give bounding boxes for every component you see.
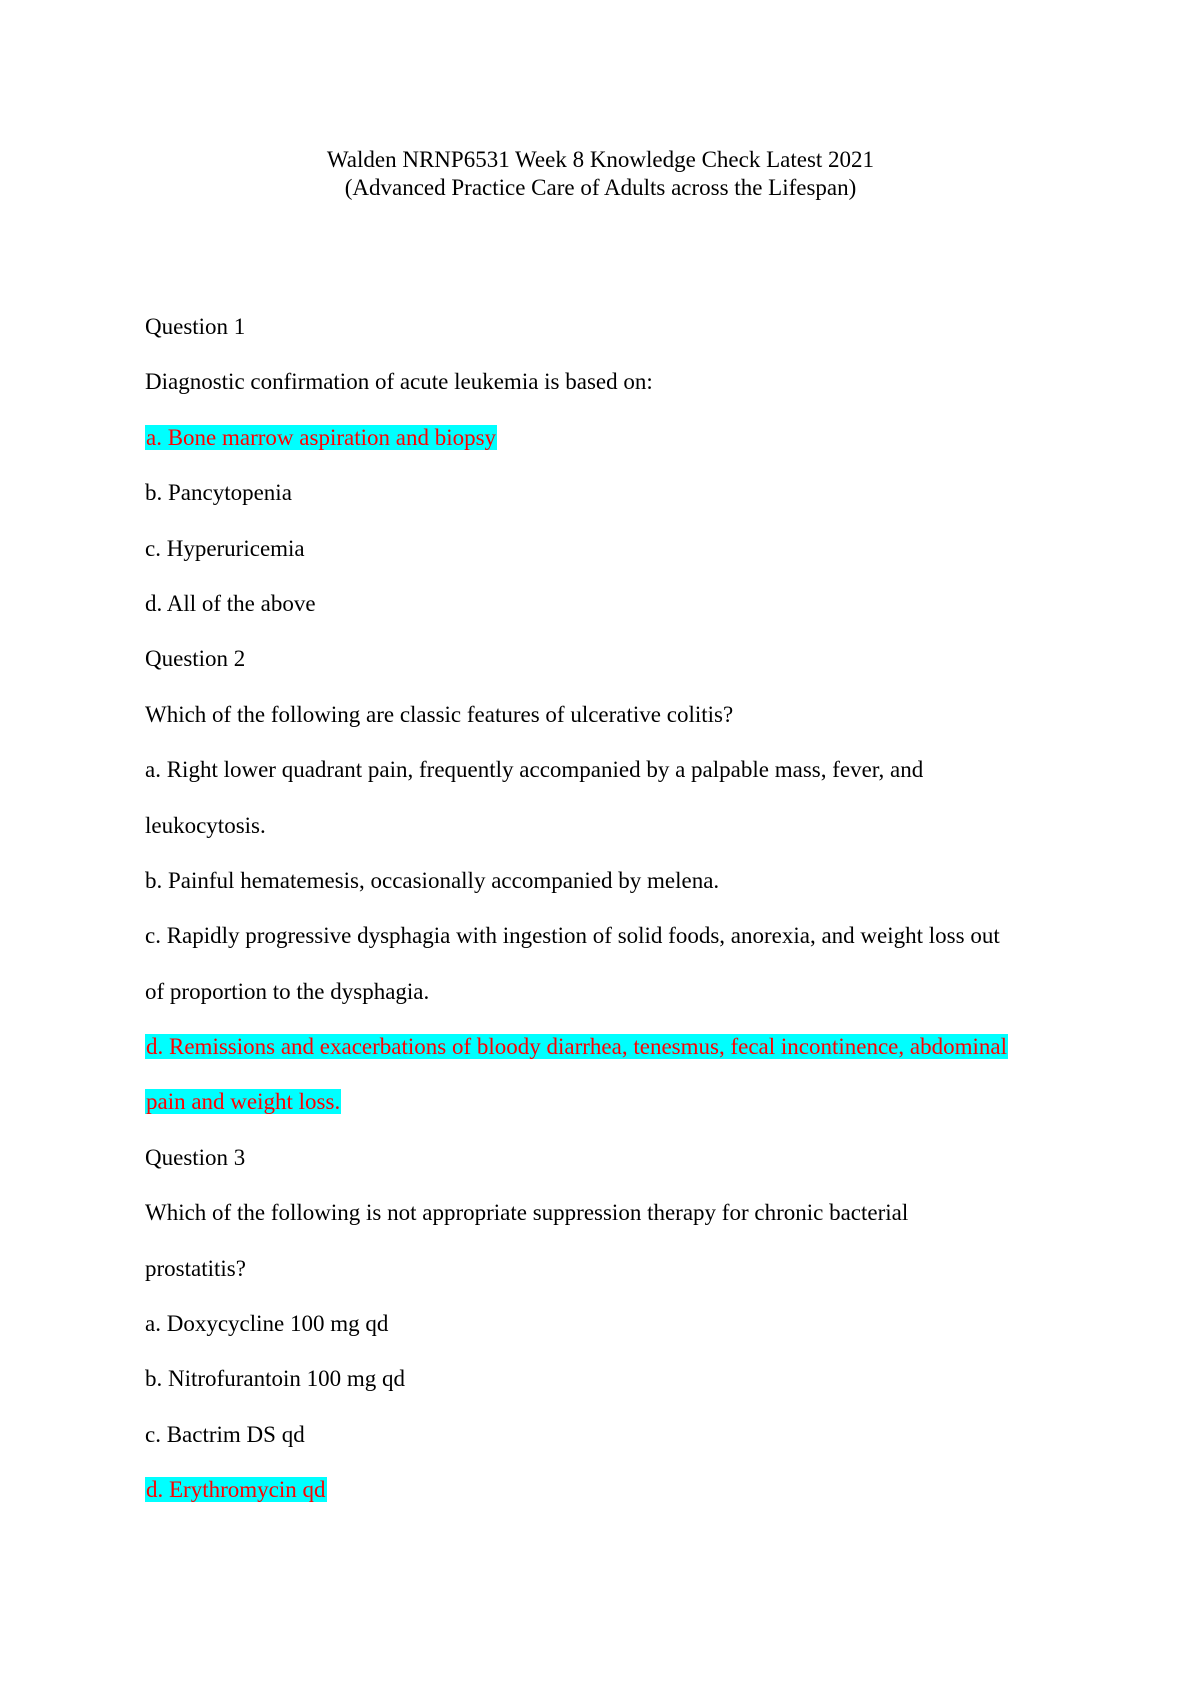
question-stem: Which of the following is not appropriate suppression therapy for chronic bacterial — [145, 1200, 909, 1226]
answer-option — [145, 478, 1065, 533]
answer-option — [145, 1420, 1065, 1475]
document-title — [0, 146, 1191, 202]
answer-option-highlighted — [145, 1087, 1065, 1142]
answer-option — [145, 1364, 1065, 1419]
title-line-1: Walden NRNP6531 Week 8 Knowledge Check Latest 2021 — [326, 147, 875, 172]
option-text: leukocytosis. — [145, 812, 266, 838]
title-line-2: (Advanced Practice Care of Adults across the Lifespan) — [344, 175, 857, 200]
answer-option — [145, 921, 1065, 976]
answer-option — [145, 534, 1065, 589]
option-text: b. Nitrofurantoin 100 mg qd — [145, 1366, 405, 1392]
option-text: a. Doxycycline 100 mg qd — [145, 1311, 389, 1337]
question-block — [145, 1143, 1065, 1531]
question-block — [145, 644, 1065, 1143]
question-stem: Diagnostic confirmation of acute leukemia is based on: — [145, 369, 653, 395]
answer-option — [145, 1309, 1065, 1364]
option-text: c. Hyperuricemia — [145, 535, 305, 561]
question-stem: prostatitis? — [145, 1255, 246, 1281]
question-label: Question 2 — [145, 646, 246, 672]
question-list — [145, 312, 1065, 1531]
option-text: c. Bactrim DS qd — [145, 1421, 305, 1447]
answer-option — [145, 589, 1065, 644]
answer-option — [145, 755, 1065, 810]
question-label: Question 3 — [145, 1144, 246, 1170]
option-text: a. Right lower quadrant pain, frequently accompanied by a palpable mass, fever, and — [145, 757, 924, 783]
answer-option-highlighted — [145, 1032, 1065, 1087]
option-text: c. Rapidly progressive dysphagia with ingestion of solid foods, anorexia, and weight loss out — [145, 923, 1000, 949]
option-text: d. Remissions and exacerbations of bloody diarrhea, tenesmus, fecal incontinence, abdominal — [146, 1034, 1007, 1060]
answer-option — [145, 977, 1065, 1032]
option-text: d. All of the above — [145, 590, 316, 616]
option-text: of proportion to the dysphagia. — [145, 978, 430, 1004]
option-text: d. Erythromycin qd — [146, 1477, 326, 1503]
option-text: b. Painful hematemesis, occasionally accompanied by melena. — [145, 867, 720, 893]
answer-option-highlighted — [145, 423, 1065, 478]
question-label: Question 1 — [145, 314, 246, 339]
option-text: a. Bone marrow aspiration and biopsy — [146, 424, 497, 450]
option-text: pain and weight loss. — [146, 1089, 341, 1115]
option-text: b. Pancytopenia — [145, 480, 292, 506]
answer-option-highlighted — [145, 1475, 1065, 1530]
question-stem: Which of the following are classic features of ulcerative colitis? — [145, 701, 734, 727]
question-block — [145, 312, 1065, 644]
answer-option — [145, 866, 1065, 921]
answer-option — [145, 811, 1065, 866]
